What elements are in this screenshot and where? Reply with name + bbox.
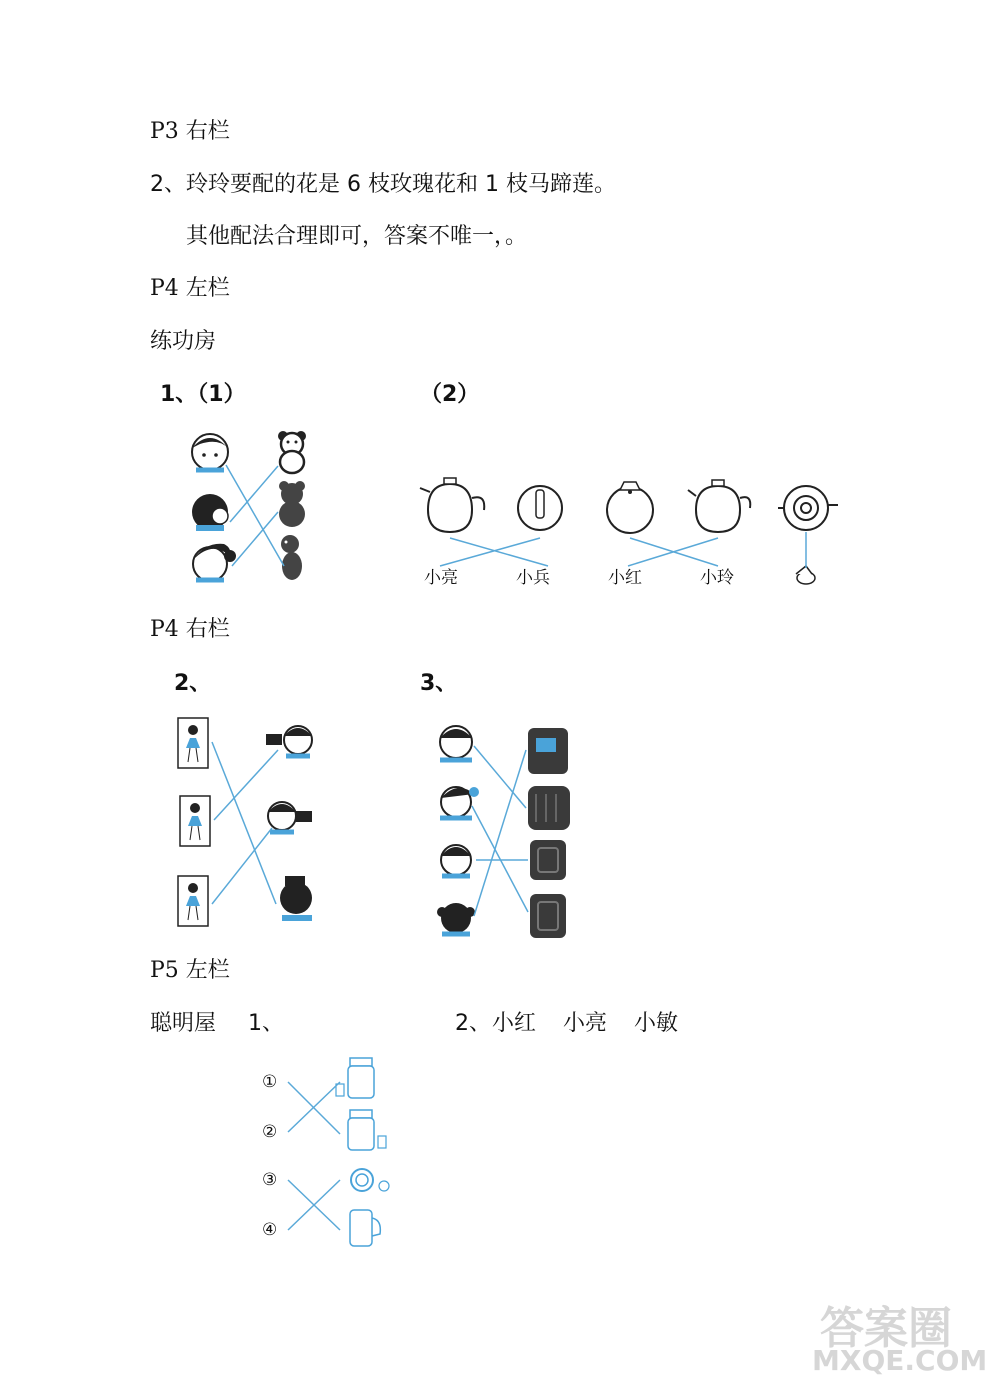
p5-q2-label: 2、 [455, 1011, 491, 1036]
figure-children-bears [192, 431, 306, 581]
kettle-name-1: 小亮 [424, 568, 458, 588]
dancer-photo-icon [178, 718, 208, 768]
q3-label: 3、 [420, 671, 458, 696]
figure-kettles [420, 478, 838, 584]
circled-number-2: ② [262, 1122, 278, 1142]
dancer-photo-icon [178, 876, 208, 926]
kettle-icon [688, 480, 750, 532]
backpack-icon [530, 894, 566, 938]
child-face-icon [192, 494, 228, 530]
backpack-icon [528, 786, 570, 830]
photographer-icon [266, 726, 312, 756]
section-p3-right: P3 右栏 [150, 119, 230, 144]
circled-number-3: ③ [262, 1170, 278, 1190]
kettle-name-4: 小玲 [700, 568, 734, 588]
kettle-name-2: 小兵 [516, 568, 550, 588]
p5-q2-name-2: 小亮 [563, 1011, 608, 1036]
child-face-icon [437, 903, 475, 934]
kettle-icon [518, 486, 562, 530]
backpack-icon [530, 840, 566, 880]
teddy-bear-icon [278, 431, 306, 473]
figure-children-backpacks [437, 726, 570, 938]
kettle-icon [778, 486, 838, 530]
figure-containers [288, 1058, 389, 1246]
backpack-icon [528, 728, 568, 774]
p5-q1-label: 1、 [248, 1011, 284, 1036]
watermark-logo: 答案圈 [820, 1303, 952, 1354]
heading-smart-house: 聪明屋 [150, 1011, 217, 1036]
circled-number-1: ① [262, 1072, 278, 1092]
child-face-icon [440, 726, 472, 760]
kettle-icon [420, 478, 484, 532]
answer-note: 其他配法合理即可，答案不唯一，。 [186, 224, 528, 249]
child-face-icon [193, 544, 236, 581]
child-face-icon [192, 434, 228, 470]
child-face-icon [441, 845, 471, 876]
teddy-bear-icon [281, 535, 302, 580]
p5-q2-name-1: 小红 [492, 1011, 537, 1036]
circled-number-4: ④ [262, 1220, 278, 1240]
q1-part1-label: 1、（1） [160, 382, 246, 407]
kettle-name-3: 小红 [608, 568, 642, 588]
heading-practice-room: 练功房 [150, 329, 217, 354]
plate-icon [351, 1169, 389, 1191]
q1-part2-label: （2） [420, 382, 480, 407]
p5-q2-name-3: 小敏 [634, 1011, 679, 1036]
section-p4-left: P4 左栏 [150, 276, 230, 301]
section-p4-right: P4 右栏 [150, 617, 230, 642]
section-p5-left: P5 左栏 [150, 958, 230, 983]
bird-icon [796, 566, 815, 584]
q2-label: 2、 [174, 671, 212, 696]
answer-2: 2、玲玲要配的花是 6 枝玫瑰花和 1 枝马蹄莲。 [150, 172, 616, 197]
jar-icon [348, 1110, 386, 1150]
figure-photos-photographers [178, 718, 312, 926]
watermark-url: MXQE.COM [812, 1344, 988, 1377]
mug-icon [350, 1210, 380, 1246]
photographer-icon [280, 876, 312, 918]
kettle-icon [607, 482, 653, 533]
dancer-photo-icon [180, 796, 210, 846]
child-face-icon [440, 787, 479, 818]
jar-icon [336, 1058, 374, 1098]
photographer-icon [268, 802, 312, 832]
teddy-bear-icon [279, 481, 305, 527]
